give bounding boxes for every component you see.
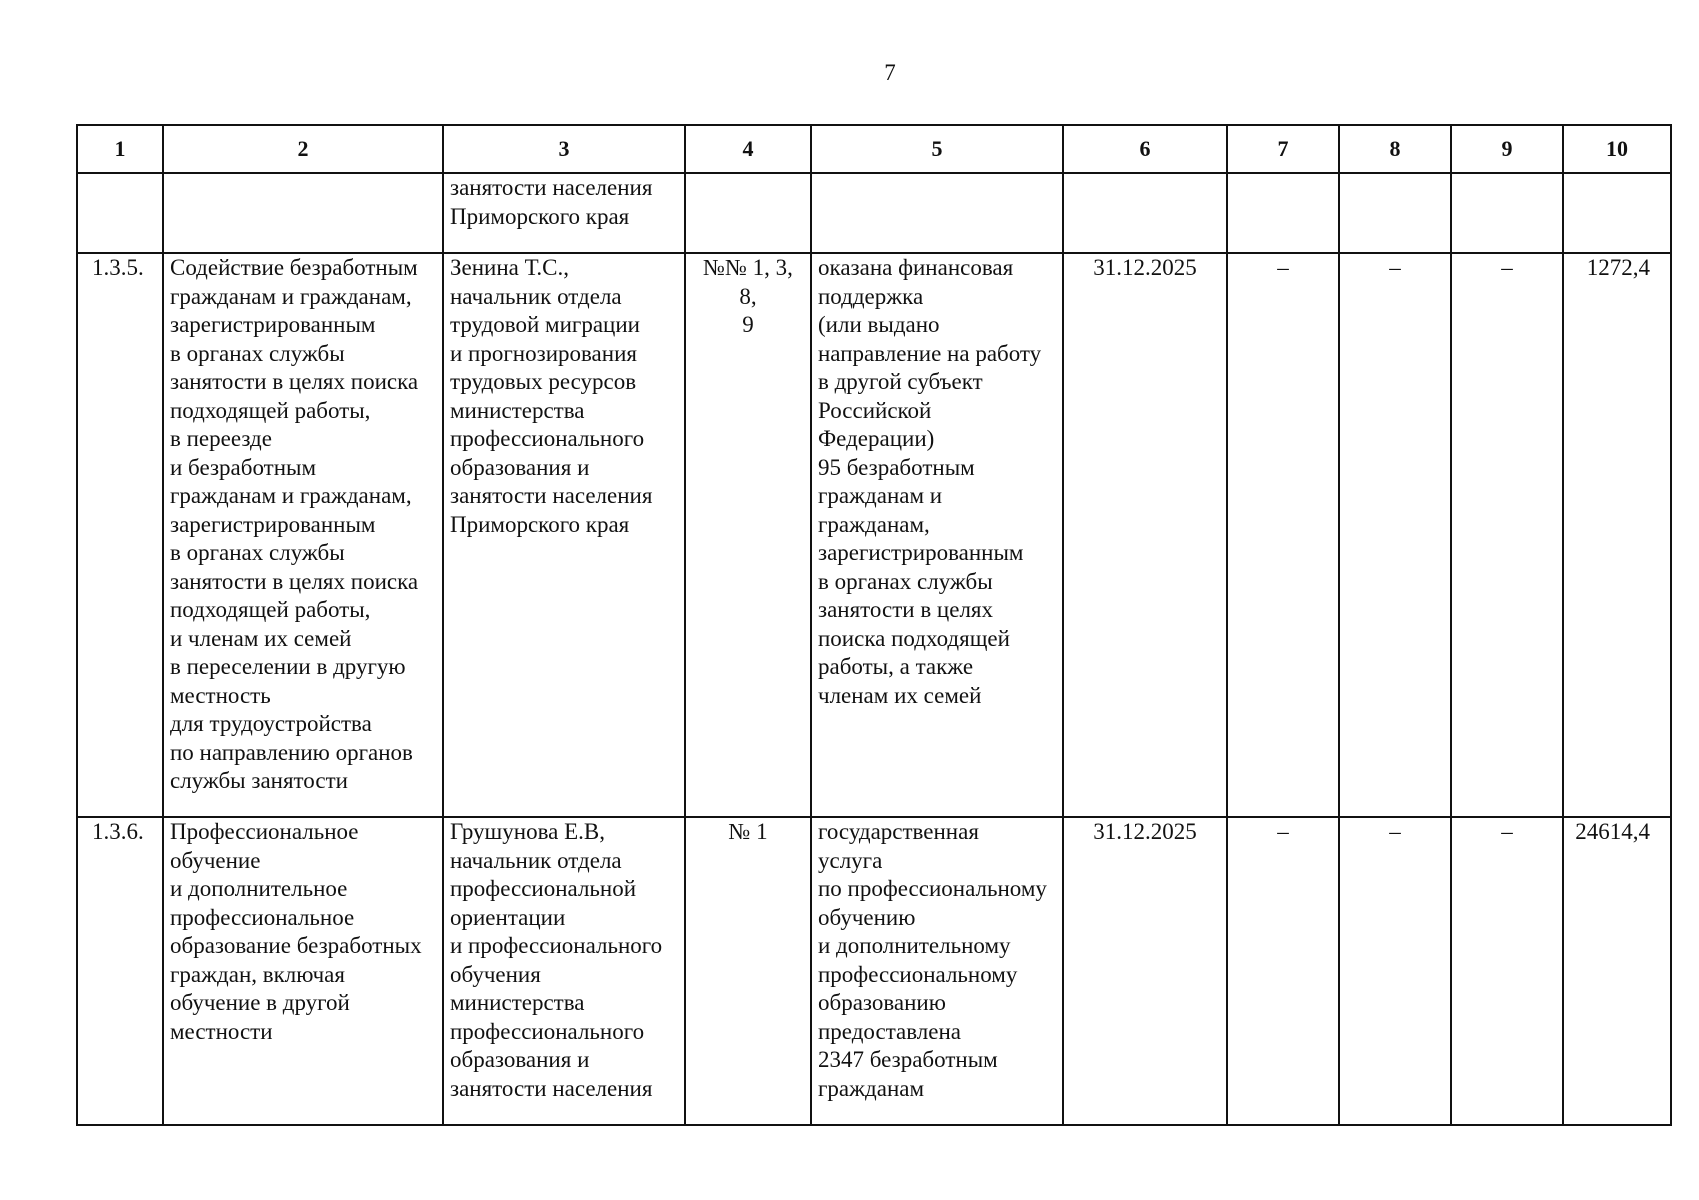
table-row <box>77 253 1671 817</box>
header-col-8: 8 <box>1339 125 1451 173</box>
cell-item-number: 1.3.6. <box>77 817 163 1125</box>
header-col-10: 10 <box>1563 125 1671 173</box>
page-number: 7 <box>884 60 896 85</box>
cell-empty <box>1063 173 1227 253</box>
cell-result: государственная услуга по профессиональному обучению и дополнительному профессиональному образованию предоставлена 2347 безработным гражданам <box>811 817 1063 1125</box>
header-col-4: 4 <box>685 125 811 173</box>
header-col-5: 5 <box>811 125 1063 173</box>
table-row <box>77 817 1671 1125</box>
header-col-1: 1 <box>77 125 163 173</box>
cell-col-9: – <box>1451 817 1563 1125</box>
cell-empty <box>1227 173 1339 253</box>
cell-col-7: – <box>1227 253 1339 817</box>
cell-date: 31.12.2025 <box>1063 817 1227 1125</box>
cell-empty <box>811 173 1063 253</box>
cell-responsible: Зенина Т.С., начальник отдела трудовой миграции и прогнозирования трудовых ресурсов министерства профессионального образования и занятости населения Приморского края <box>443 253 685 817</box>
cell-item-number: 1.3.5. <box>77 253 163 817</box>
cell-empty <box>1451 173 1563 253</box>
cell-col-8: – <box>1339 253 1451 817</box>
continuation-row <box>77 173 1671 253</box>
cell-responsible: Грушунова Е.В, начальник отдела профессиональной ориентации и профессионального обучения министерства профессионального образования и занятости населения <box>443 817 685 1125</box>
cell-date: 31.12.2025 <box>1063 253 1227 817</box>
activity-table <box>76 124 1672 1126</box>
header-col-7: 7 <box>1227 125 1339 173</box>
cell-result: оказана финансовая поддержка (или выдано направление на работу в другой субъект Российской Федерации) 95 безработным гражданам и гражданам, зарегистрированным в органах службы занятости в целях поиска подходящей работы, а также членам их семей <box>811 253 1063 817</box>
cell-amount: 24614,4 <box>1563 817 1671 1125</box>
cell-indicators: № 1 <box>685 817 811 1125</box>
cell-empty <box>77 173 163 253</box>
cell-amount: 1272,4 <box>1563 253 1671 817</box>
header-col-3: 3 <box>443 125 685 173</box>
cell-empty <box>1339 173 1451 253</box>
cell-empty <box>685 173 811 253</box>
cell-indicators: №№ 1, 3, 8, 9 <box>685 253 811 817</box>
cell-col-9: – <box>1451 253 1563 817</box>
cell-empty <box>1563 173 1671 253</box>
cell-activity: Профессиональное обучение и дополнительное профессиональное образование безработных граждан, включая обучение в другой местности <box>163 817 443 1125</box>
header-row <box>77 125 1671 173</box>
header-col-9: 9 <box>1451 125 1563 173</box>
cell-activity: Содействие безработным гражданам и гражданам, зарегистрированным в органах службы занятости в целях поиска подходящей работы, в переезде и безработным гражданам и гражданам, зарегистрированным в органах службы занятости в целях поиска подходящей работы, и членам их семей в переселении в другую местность для трудоустройства по направлению органов службы занятости <box>163 253 443 817</box>
header-col-2: 2 <box>163 125 443 173</box>
cell-col-7: – <box>1227 817 1339 1125</box>
header-col-6: 6 <box>1063 125 1227 173</box>
cell-col-8: – <box>1339 817 1451 1125</box>
cell-responsible: занятости населения Приморского края <box>443 173 685 253</box>
cell-empty <box>163 173 443 253</box>
